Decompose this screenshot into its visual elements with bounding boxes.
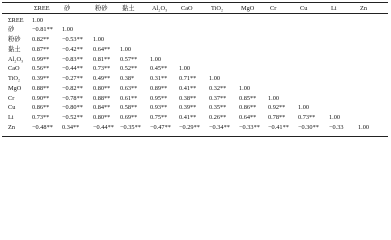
table-cell: 1.00 xyxy=(150,55,162,63)
table-cell: 0.35** xyxy=(209,104,227,112)
table-cell: 0.38* xyxy=(120,75,135,82)
table-cell: −0.27** xyxy=(62,75,83,82)
table-cell: 0.31** xyxy=(150,75,168,82)
table-cell: −0.35** xyxy=(120,123,141,131)
table-cell: 1.00 xyxy=(93,36,105,43)
row-label: TiO₂ xyxy=(8,75,21,82)
table-cell: 0.52** xyxy=(120,65,138,73)
table-cell: 1.00 xyxy=(62,26,74,34)
row-label: MgO xyxy=(8,84,22,92)
row-label: Cr xyxy=(8,94,15,102)
row-label: 粉砂 xyxy=(8,36,21,43)
column-header: Al₂O₃ xyxy=(152,4,168,12)
row-label: 黏土 xyxy=(8,45,21,53)
column-header: Cu xyxy=(300,4,308,12)
table-cell: 0.84** xyxy=(93,104,111,112)
table-cell: 1.00 xyxy=(120,45,132,53)
table-cell: 0.61** xyxy=(120,94,138,102)
row-label: ΣREE xyxy=(8,16,24,24)
table-cell: 0.71** xyxy=(179,75,197,82)
table-cell: 0.86** xyxy=(239,104,257,112)
column-header: 粉砂 xyxy=(95,4,108,12)
table-cell: 0.78** xyxy=(268,114,286,121)
table-cell: −0.29** xyxy=(179,123,200,131)
table-cell: 0.37** xyxy=(209,94,227,102)
table-cell: 0.39** xyxy=(32,75,50,82)
table-cell: 1.00 xyxy=(239,84,251,92)
table-cell: 0.26** xyxy=(209,114,227,121)
row-label: Li xyxy=(8,114,14,121)
table-header-rule xyxy=(2,13,388,14)
table-cell: 0.92** xyxy=(268,104,286,112)
table-cell: 0.45** xyxy=(150,65,168,73)
table-cell: 0.89** xyxy=(150,84,168,92)
table-cell: 0.99** xyxy=(32,55,50,63)
table-cell: −0.33** xyxy=(239,123,260,131)
table-cell: 0.93** xyxy=(150,104,168,112)
table-cell: 0.88** xyxy=(93,94,111,102)
table-cell: 0.85** xyxy=(239,94,257,102)
table-cell: 0.34** xyxy=(62,123,80,131)
table-cell: −0.42** xyxy=(62,45,83,53)
column-header: MgO xyxy=(241,4,255,12)
table-cell: −0.41** xyxy=(268,123,289,131)
column-header: Li xyxy=(331,4,337,12)
table-cell: 0.80** xyxy=(93,84,111,92)
table-cell: −0.78** xyxy=(62,94,83,102)
table-cell: −0.81** xyxy=(32,26,53,34)
column-header: TiO₂ xyxy=(211,4,224,12)
table-cell: 1.00 xyxy=(179,65,191,73)
table-cell: 0.41** xyxy=(179,84,197,92)
table-cell: 0.64** xyxy=(93,45,111,53)
table-cell: 1.00 xyxy=(329,114,341,121)
table-cell: 0.58** xyxy=(120,104,138,112)
column-header: CaO xyxy=(181,4,193,12)
table-cell: 1.00 xyxy=(268,94,280,102)
table-cell: 0.69** xyxy=(120,114,138,121)
table-cell: 0.86** xyxy=(32,104,50,112)
table-cell: 0.73** xyxy=(32,114,50,121)
table-cell: 0.81** xyxy=(93,55,111,63)
table-cell: 0.87** xyxy=(32,45,50,53)
table-cell: 0.49** xyxy=(93,75,111,82)
table-cell: 0.75** xyxy=(150,114,168,121)
table-cell: 0.88** xyxy=(32,84,50,92)
table-cell: 0.73** xyxy=(298,114,316,121)
table-cell: 0.82** xyxy=(32,36,50,43)
table-cell: 1.00 xyxy=(32,16,44,24)
table-cell: −0.44** xyxy=(62,65,83,73)
table-cell: 0.39** xyxy=(179,104,197,112)
table-cell: −0.34** xyxy=(209,123,230,131)
table-cell: −0.48** xyxy=(32,123,53,131)
table-cell: 1.00 xyxy=(209,75,221,82)
table-cell: −0.52** xyxy=(62,114,83,121)
column-header: Cr xyxy=(270,4,277,12)
table-cell: 0.32** xyxy=(209,84,227,92)
table-cell: 0.57** xyxy=(120,55,138,63)
table-cell: 0.90** xyxy=(32,94,50,102)
column-header: ΣREE xyxy=(34,4,50,12)
column-header: 黏土 xyxy=(122,4,135,12)
table-cell: 0.56** xyxy=(32,65,50,73)
row-label: Al₂O₃ xyxy=(8,55,24,63)
table-cell: 1.00 xyxy=(358,123,370,131)
table-cell: −0.30** xyxy=(298,123,319,131)
table-cell: −0.83** xyxy=(62,55,83,63)
table-cell: −0.44** xyxy=(93,123,114,131)
table-cell: 0.38** xyxy=(179,94,197,102)
row-label: 砂 xyxy=(8,26,15,34)
table-cell: 0.64** xyxy=(239,114,257,121)
table-cell: −0.47** xyxy=(150,123,171,131)
row-label: Zn xyxy=(8,123,15,131)
table-cell: 0.95** xyxy=(150,94,168,102)
row-label: CaO xyxy=(8,65,20,73)
table-bottom-rule xyxy=(2,136,388,137)
table-cell: 1.00 xyxy=(298,104,310,112)
column-header: 砂 xyxy=(64,4,71,12)
table-cell: −0.82** xyxy=(62,84,83,92)
row-label: Cu xyxy=(8,104,16,112)
table-cell: 0.73** xyxy=(93,65,111,73)
table-cell: −0.33 xyxy=(329,123,344,131)
table-cell: 0.41** xyxy=(179,114,197,121)
column-header: Zn xyxy=(360,4,367,12)
table-cell: 0.80** xyxy=(93,114,111,121)
table-cell: −0.80** xyxy=(62,104,83,112)
table-cell: 0.63** xyxy=(120,84,138,92)
table-cell: −0.53** xyxy=(62,36,83,43)
